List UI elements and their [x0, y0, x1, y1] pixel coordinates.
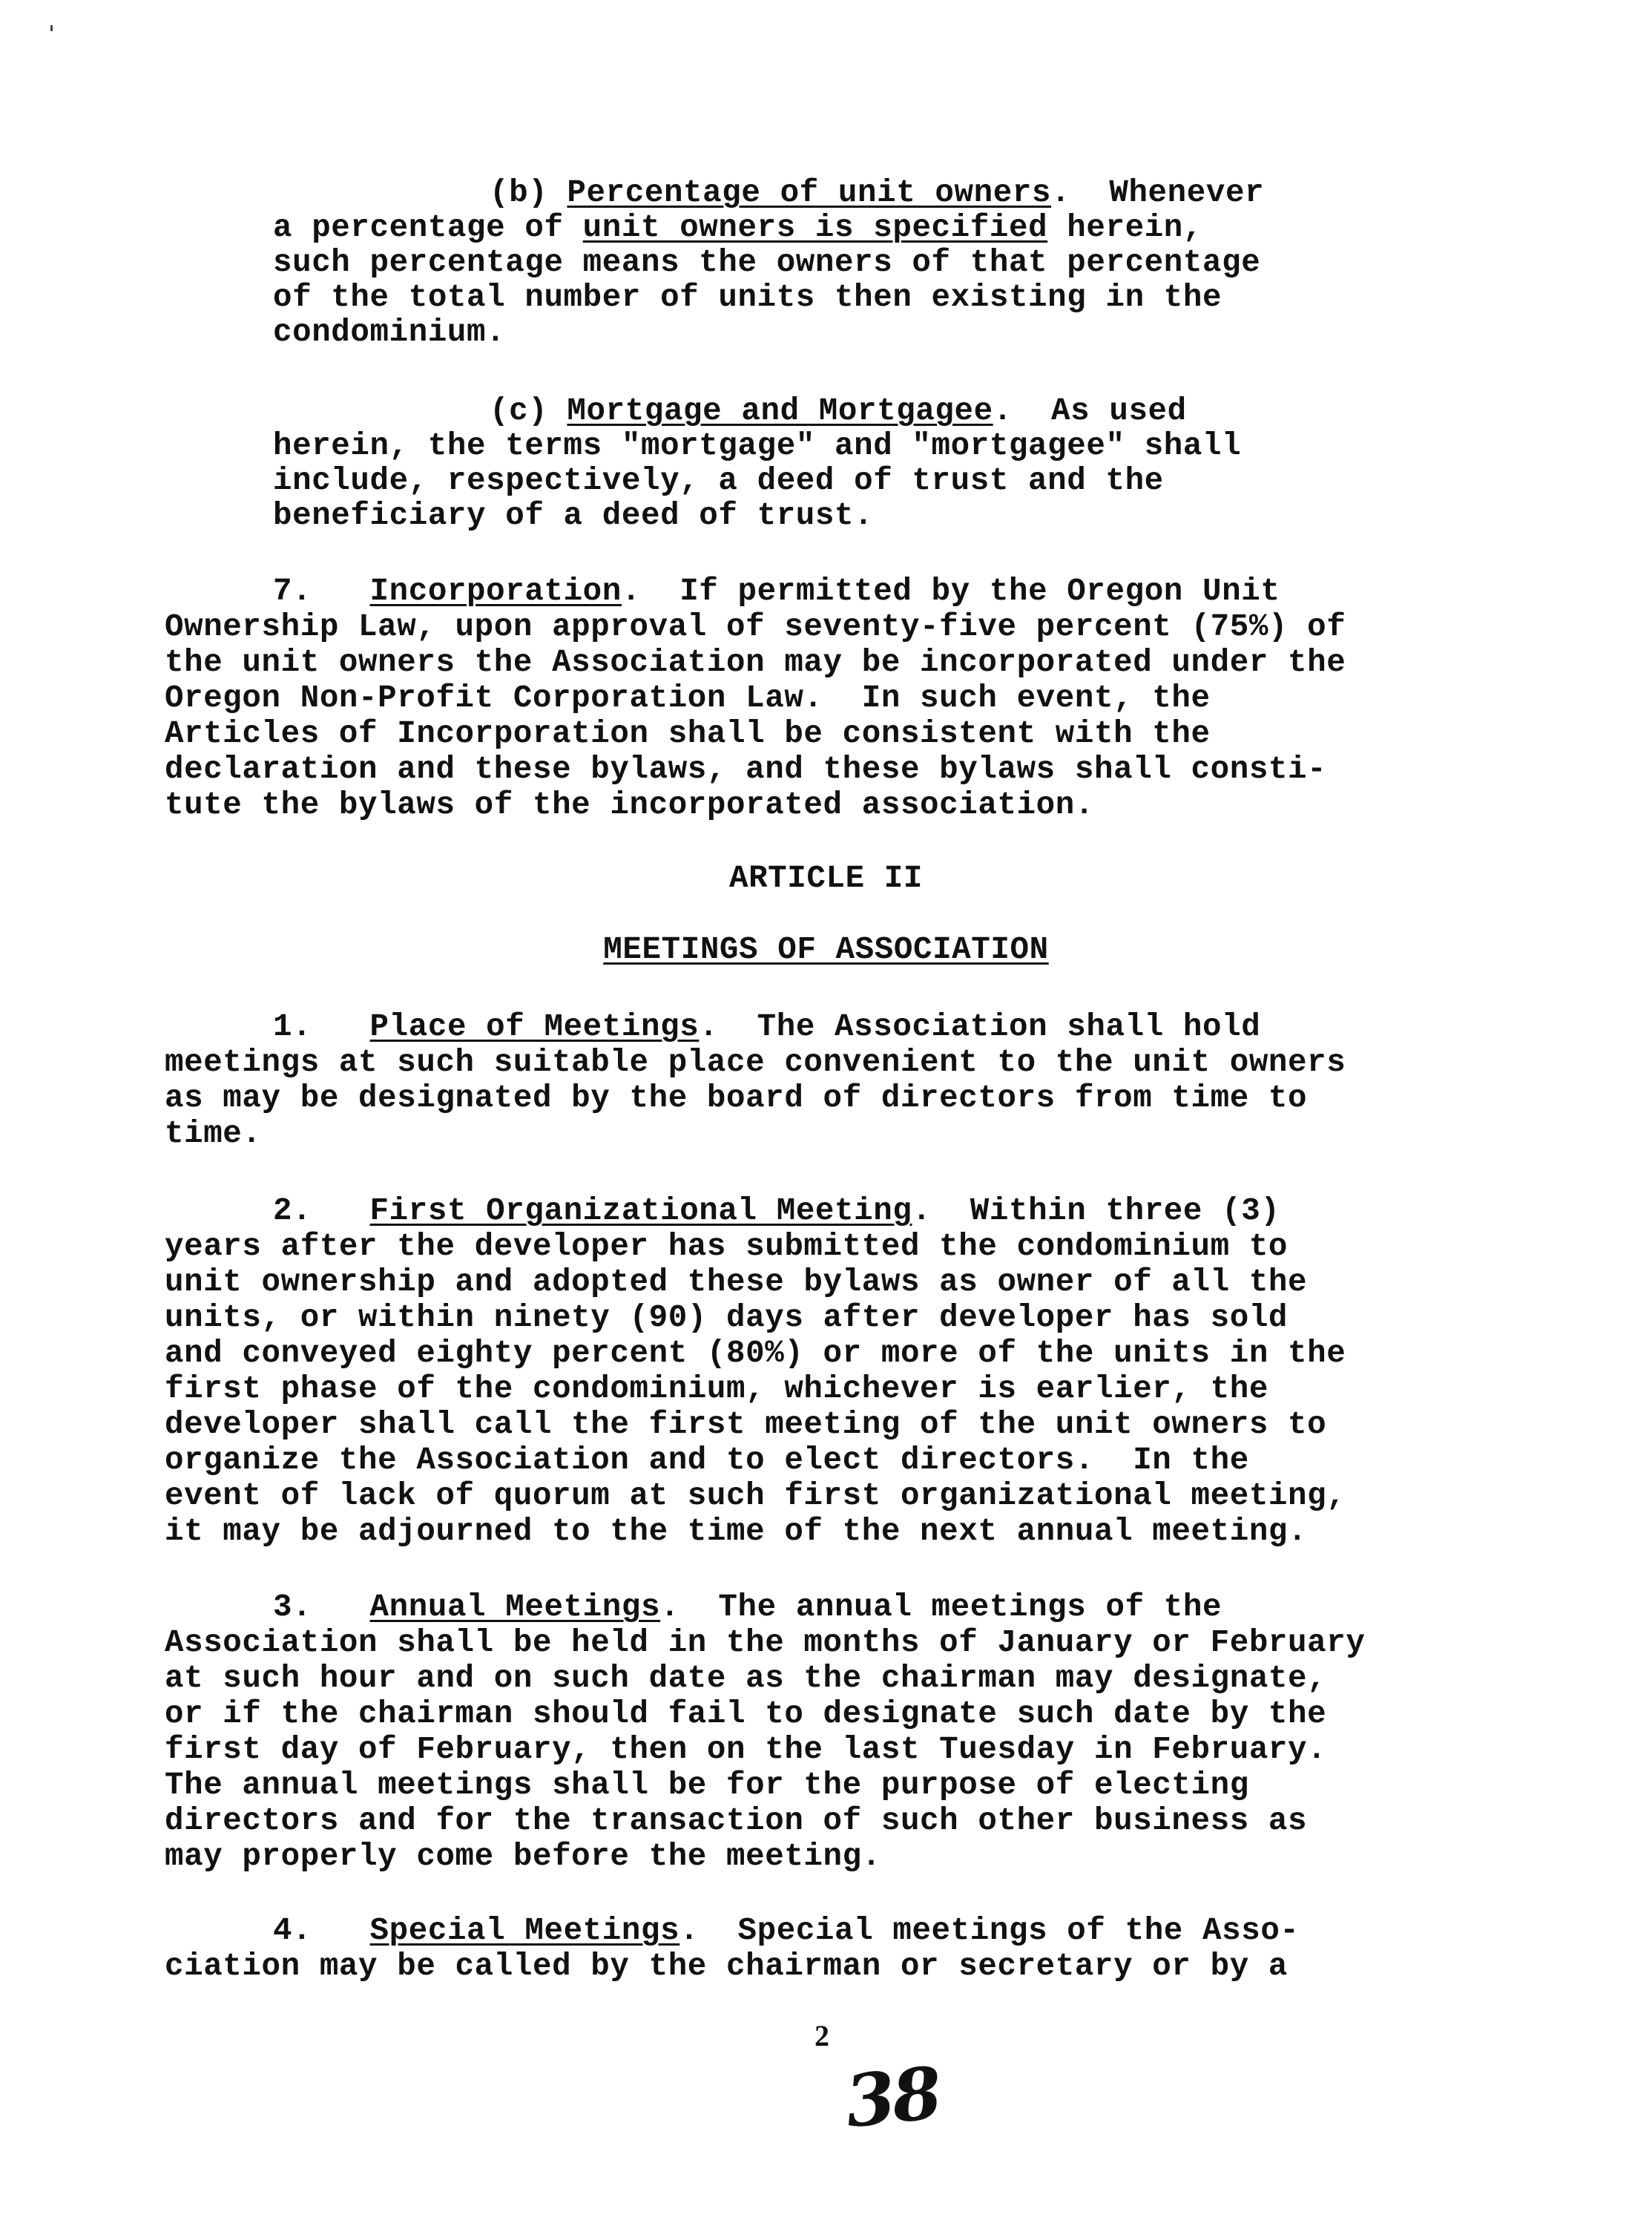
- section-3-heading-line: [273, 1589, 1222, 1625]
- section-7-line: Ownership Law, upon approval of seventy-five percent (75%) of: [165, 609, 1346, 645]
- section-2-heading-line: [273, 1193, 1280, 1229]
- section-4-line: ciation may be called by the chairman or secretary or by a: [165, 1949, 1289, 1984]
- section-c-heading-line: [490, 393, 1187, 429]
- section-4-heading: Special Meetings: [369, 1913, 680, 1949]
- section-2-line: first phase of the condominium, whichever is earlier, the: [165, 1371, 1268, 1407]
- section-1-line: meetings at such suitable place convenient to the unit owners: [165, 1045, 1346, 1080]
- section-1-line: time.: [165, 1116, 262, 1152]
- section-3-number: 3.: [273, 1589, 370, 1625]
- section-c-heading: Mortgage and Mortgagee: [567, 393, 993, 429]
- section-b-line: such percentage means the owners of that percentage: [273, 245, 1261, 280]
- page-number: 2: [815, 2019, 829, 2052]
- section-3-line: at such hour and on such date as the chairman may designate,: [165, 1661, 1327, 1696]
- section-3-line: Association shall be held in the months of January or February: [165, 1625, 1366, 1661]
- section-1-number: 1.: [273, 1009, 370, 1045]
- section-b-line1-rest: . Whenever: [1051, 175, 1265, 211]
- section-4-heading-line: [273, 1913, 1300, 1949]
- section-7-line: the unit owners the Association may be incorporated under the: [165, 645, 1346, 680]
- section-2-number: 2.: [273, 1193, 370, 1229]
- section-2-line: units, or within ninety (90) days after developer has sold: [165, 1300, 1289, 1336]
- scan-artifact: [50, 25, 53, 31]
- section-1-line: as may be designated by the board of directors from time to: [165, 1080, 1308, 1116]
- section-2-line: developer shall call the first meeting of the unit owners to: [165, 1407, 1327, 1442]
- section-c-line: beneficiary of a deed of trust.: [273, 498, 874, 534]
- section-1-line1-rest: . The Association shall hold: [699, 1009, 1261, 1045]
- article-title: ARTICLE II: [728, 861, 924, 896]
- section-7-line: declaration and these bylaws, and these bylaws shall consti-: [165, 752, 1327, 787]
- section-7-line: Articles of Incorporation shall be consistent with the: [165, 716, 1211, 752]
- section-3-line: may properly come before the meeting.: [165, 1839, 881, 1874]
- section-7-heading-line: [273, 574, 1280, 609]
- section-7-line: tute the bylaws of the incorporated association.: [165, 787, 1094, 823]
- section-b-line: of the total number of units then existing in the: [273, 280, 1222, 315]
- section-2-heading: First Organizational Meeting: [369, 1193, 912, 1229]
- section-1-heading-line: [273, 1009, 1260, 1045]
- section-2-line: organize the Association and to elect directors. In the: [165, 1442, 1249, 1478]
- section-2-line: unit ownership and adopted these bylaws as owner of all the: [165, 1264, 1308, 1300]
- section-3-line1-rest: . The annual meetings of the: [660, 1589, 1222, 1625]
- section-b-line2-a: a percentage of: [273, 210, 583, 246]
- section-7-line1-rest: . If permitted by the Oregon Unit: [621, 574, 1280, 609]
- section-b-line2-underlined: unit owners is specified: [582, 210, 1048, 246]
- section-7-line: Oregon Non-Profit Corporation Law. In such event, the: [165, 680, 1211, 716]
- section-2-line: and conveyed eighty percent (80%) or more of the units in the: [165, 1336, 1346, 1371]
- section-b-line: [273, 210, 1202, 246]
- section-b-label: (b): [490, 175, 567, 211]
- article-subtitle: [0, 932, 1652, 968]
- section-3-heading: Annual Meetings: [369, 1589, 661, 1625]
- handwritten-page-number: 38: [841, 2050, 944, 2144]
- section-3-line: The annual meetings shall be for the purpose of electing: [165, 1767, 1249, 1803]
- section-4-line1-rest: . Special meetings of the Asso-: [679, 1913, 1300, 1949]
- section-2-line1-rest: . Within three (3): [912, 1193, 1280, 1229]
- section-b-line2-b: herein,: [1047, 210, 1203, 246]
- section-2-line: it may be adjourned to the time of the next annual meeting.: [165, 1514, 1308, 1549]
- section-c-line: herein, the terms "mortgage" and "mortgagee" shall: [273, 428, 1242, 464]
- section-2-line: years after the developer has submitted the condominium to: [165, 1229, 1289, 1264]
- article-subtitle-text: MEETINGS OF ASSOCIATION: [603, 932, 1049, 968]
- section-7-heading: Incorporation: [369, 574, 622, 609]
- section-b-heading: Percentage of unit owners: [567, 175, 1052, 211]
- section-4-number: 4.: [273, 1913, 370, 1949]
- section-3-line: or if the chairman should fail to designate such date by the: [165, 1696, 1327, 1732]
- section-2-line: event of lack of quorum at such first organizational meeting,: [165, 1478, 1346, 1514]
- section-b-heading-line: [490, 175, 1264, 211]
- section-3-line: first day of February, then on the last Tuesday in February.: [165, 1732, 1327, 1767]
- section-b-line: condominium.: [273, 315, 506, 350]
- section-c-label: (c): [490, 393, 567, 429]
- section-3-line: directors and for the transaction of such other business as: [165, 1803, 1308, 1839]
- section-7-number: 7.: [273, 574, 370, 609]
- section-c-line: include, respectively, a deed of trust and the: [273, 463, 1164, 499]
- section-c-line1-rest: . As used: [993, 393, 1187, 429]
- section-1-heading: Place of Meetings: [369, 1009, 700, 1045]
